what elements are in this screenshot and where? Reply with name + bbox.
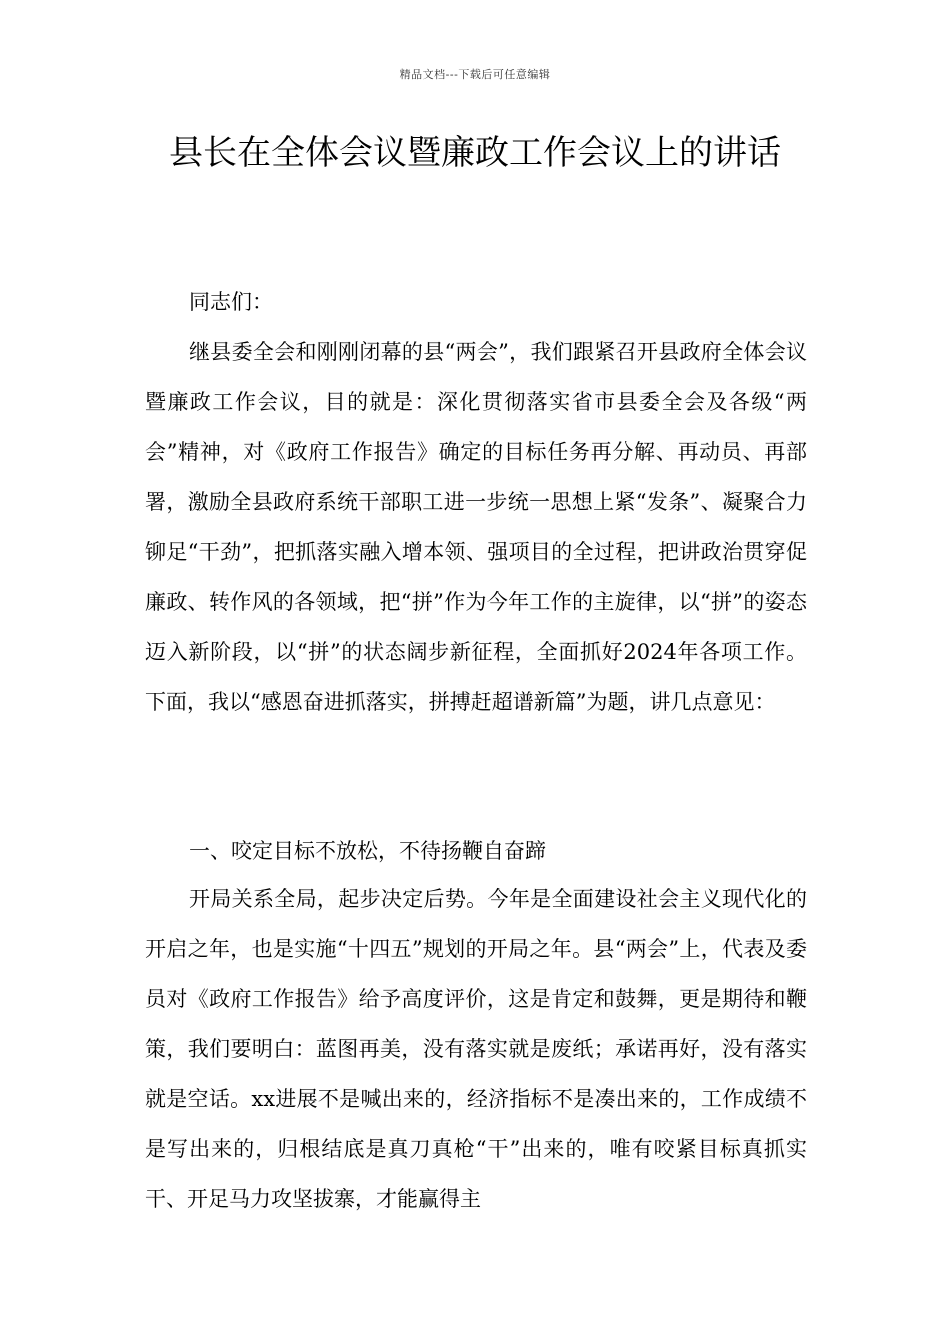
paragraph-intro: 继县委全会和刚刚闭幕的县“两会”，我们跟紧召开县政府全体会议暨廉政工作会议，目的就是：深化贯彻落实省市县委全会及各级“两会”精神，对《政府工作报告》确定的目标任务再分解、再动员、再部署，激励全县政府系统干部职工进一步统一思想上紧“发条”、凝聚合力铆足“干劲”，把抓落实融入增本领、强项目的全过程，把讲政治贯穿促廉政、转作风的各领域，把“拼”作为今年工作的主旋律，以“拼”的姿态迈入新阶段，以“拼”的状态阔步新征程，全面抓好2024年各项工作。下面，我以“感恩奋进抓落实，拼搏赶超谱新篇”为题，讲几点意见： (145, 340, 807, 714)
paragraph-section-1: 开局关系全局，起步决定后势。今年是全面建设社会主义现代化的开启之年，也是实施“十四五”规划的开局之年。县“两会”上，代表及委员对《政府工作报告》给予高度评价，这是肯定和鼓舞，更是期待和鞭策，我们要明白：蓝图再美，没有落实就是废纸；承诺再好，没有落实就是空话。xx进展不是喊出来的，经济指标不是凑出来的，工作成绩不是写出来的，归根结底是真刀真枪“干”出来的，唯有咬紧目标真抓实干、开足马力攻坚拔寨，才能赢得主 (145, 887, 807, 1211)
salutation: 同志们： (189, 290, 273, 314)
section-heading-1: 一、咬定目标不放松，不待扬鞭自奋蹄 (189, 839, 546, 863)
header-note: 精品文档---下载后可任意编辑 (399, 68, 551, 81)
document-title: 县长在全体会议暨廉政工作会议上的讲话 (169, 133, 781, 173)
